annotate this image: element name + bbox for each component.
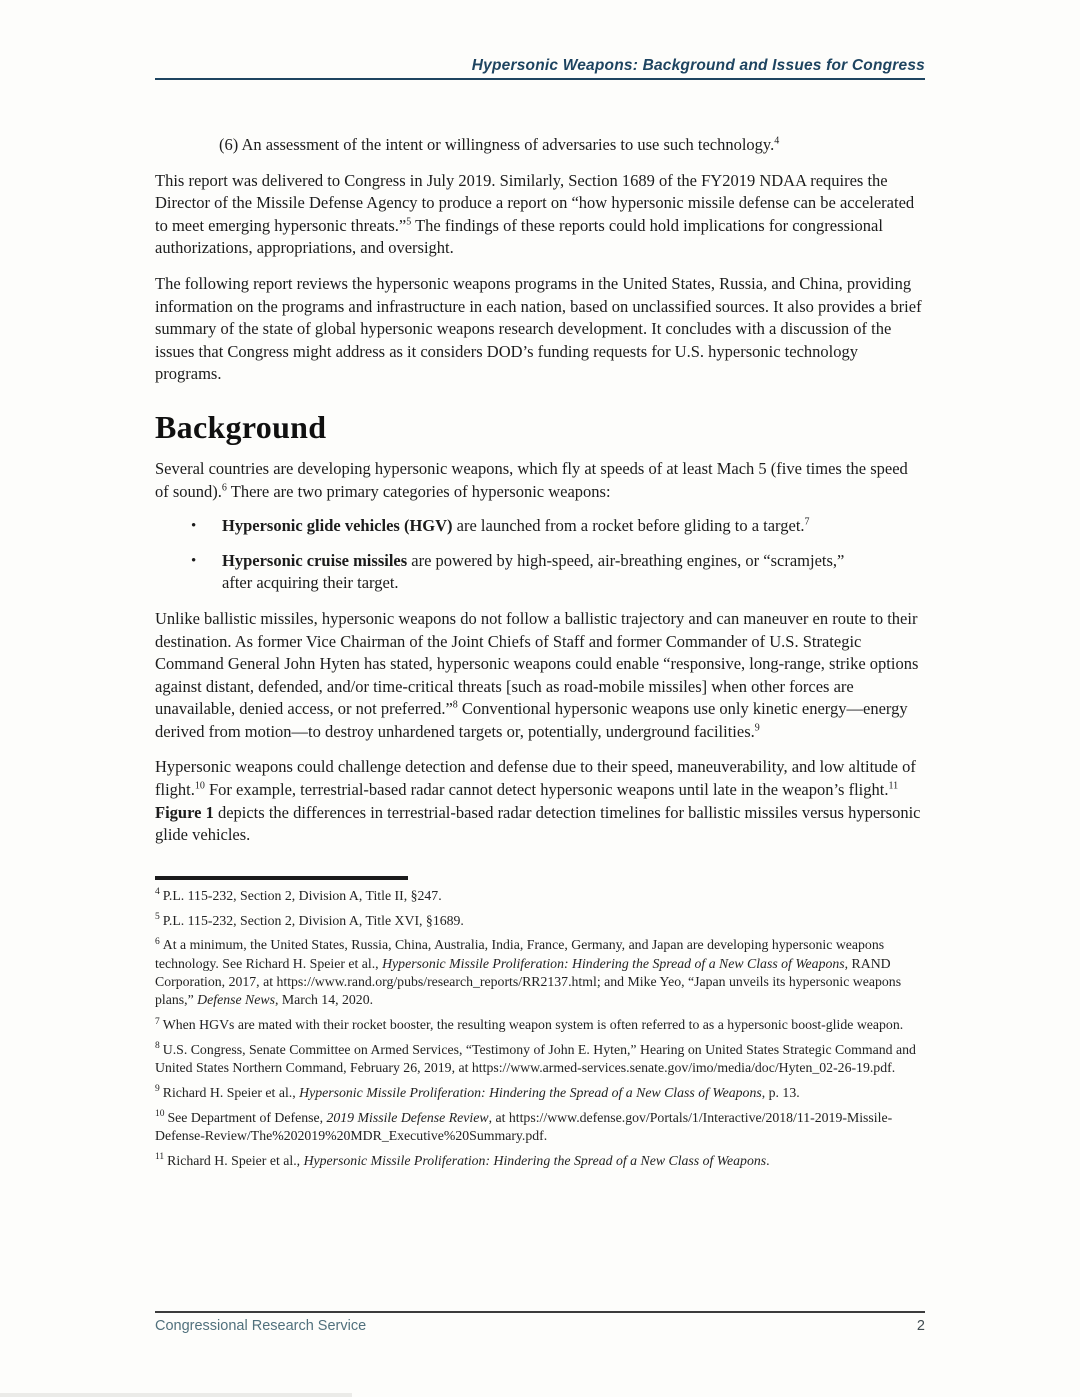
footnote: $^{11}$ Richard H. Speier et al., Hypersonic Missile Proliferation: Hindering the Spread of a New Class of Weapons. [155,1152,770,1168]
quoted-list-item [155,134,925,157]
footnote-ref-5: 5 [406,216,412,228]
paragraph: Hypersonic weapons could challenge detection and defense due to their speed, maneuverability, and low altitude of flight.$^{10}$ For example, terrestrial-based radar cannot detect hypersonic weapons until late in the weapon’s flight.$^{11}$ Figure 1 depicts the differences in terrestrial-based radar detection timelines for ballistic missiles versus hypersonic glide vehicles. [155,757,921,845]
bullet-list [155,515,925,595]
cited-title: 2019 Missile Defense Review [326,1109,489,1125]
footnote-ref-9: 9 [754,722,760,734]
cited-title: Hypersonic Missile Proliferation: Hindering the Spread of a New Class of Weapons [303,1152,767,1168]
footnote-ref-11: 11 [888,780,899,792]
footnote: $^8$ U.S. Congress, Senate Committee on Armed Services, “Testimony of John E. Hyten,” Hearing on United States Strategic Command and United States Northern Command, February 26, 2019, at https://www.armed-services.senate.gov/imo/media/doc/Hyten_02-26-19.pdf. [155,1041,916,1076]
footer-org-name: Congressional Research Service [155,1318,367,1334]
footnote-number: 9 [155,1084,160,1095]
section-heading: Background [155,408,327,445]
figure-reference: Figure 1 [155,802,214,822]
footnote-number: 8 [155,1041,160,1052]
page-number: 2 [916,1318,925,1334]
paragraph: The following report reviews the hypersonic weapons programs in the United States, Russia, and China, providing information on the programs and infrastructure in each nation, based on unclassified sources. It also provides a brief summary of the state of global hypersonic weapons research development. It concludes with a discussion of the issues that Congress might address as it considers DOD’s funding requests for U.S. hypersonic technology programs. [155,273,922,384]
footnote-number: 4 [155,887,160,898]
document-body [155,134,925,847]
running-title: Hypersonic Weapons: Background and Issues for Congress [471,57,925,74]
cited-title: Hypersonic Missile Proliferation: Hindering the Spread of a New Class of Weapons [299,1085,762,1101]
bullet-item: • Hypersonic glide vehicles (HGV) are launched from a rocket before gliding to a target.$^7$ [155,515,925,538]
footnote-number: 6 [155,936,160,947]
bullet-term: Hypersonic glide vehicles (HGV) [222,516,453,536]
bullet-marker: • [191,518,197,535]
footnote-ref-10: 10 [194,780,205,792]
footnote: $^5$ P.L. 115-232, Section 2, Division A, Title XVI, §1689. [155,912,464,928]
footnote: $^7$ When HGVs are mated with their rocket booster, the resulting weapon system is often referred to as a hypersonic boost-glide weapon. [155,1016,904,1033]
footnote-number: 5 [155,912,160,923]
bullet-marker: • [191,552,197,569]
footnote-number: 11 [155,1152,165,1163]
footnote-ref-6: 6 [221,482,227,494]
footnote-number: 7 [155,1016,160,1027]
footnote-number: 10 [155,1109,165,1120]
footnotes-section [155,887,925,1170]
cited-title: Defense News [197,992,275,1008]
footnote-ref-8: 8 [452,699,458,711]
scan-artifact [0,1393,352,1397]
paragraph: Unlike ballistic missiles, hypersonic weapons do not follow a ballistic trajectory and can maneuver en route to their destination. As former Vice Chairman of the Joint Chiefs of Staff and former Commander of U.S. Strategic Command General John Hyten has stated, hypersonic weapons could enable “responsive, long-range, strike options against distant, defended, and/or time-critical threats [such as road-mobile missiles] when other forces are unavailable, denied access, or not preferred.”$^8$ Conventional hypersonic weapons use only kinetic energy—energy derived from motion—to destroy unhardened targets or, potentially, underground facilities.$^9$ [155,608,919,741]
cited-title: Hypersonic Missile Proliferation: Hindering the Spread of a New Class of Weapons [382,955,845,971]
footnote-separator [155,876,408,880]
bullet-item: • Hypersonic cruise missiles are powered by high-speed, air-breathing engines, or “scramjets,” after acquiring their target. [155,550,925,595]
footnote: $^9$ Richard H. Speier et al., Hypersonic Missile Proliferation: Hindering the Spread of a New Class of Weapons, p. 13. [155,1084,800,1101]
footnote: $^6$ At a minimum, the United States, Russia, China, Australia, India, France, Germany, and Japan are developing hypersonic weapons technology. See Richard H. Speier et al., Hypersonic Missile Proliferation: Hindering the Spread of a New Class of Weapons, RAND Corporation, 2017, at https://www.rand.org/pubs/research_reports/RR2137.html; and Mike Yeo, “Japan unveils its hypersonic weapons plans,” Defense News, March 14, 2020. [155,936,902,1008]
quote-text: (6) An assessment of the intent or willingness of adversaries to use such technology. [219,135,775,154]
page-footer [155,1311,925,1334]
footnote: $^{10}$ See Department of Defense, 2019 Missile Defense Review, at https://www.defense.gov/Portals/1/Interactive/2018/11-2019-Missile-Defense-Review/The%202019%20MDR_Executive%20Summary.pdf. [155,1109,893,1144]
paragraph: Several countries are developing hypersonic weapons, which fly at speeds of at least Mach 5 (five times the speed of sound).$^6$ There are two primary categories of hypersonic weapons: [155,458,908,501]
paragraph: This report was delivered to Congress in July 2019. Similarly, Section 1689 of the FY2019 NDAA requires the Director of the Missile Defense Agency to produce a report on “how hypersonic missile defense can be accelerated to meet emerging hypersonic threats.”$^5$ The findings of these reports could hold implications for congressional authorizations, appropriations, and oversight. [155,170,915,258]
footnote: $^4$ P.L. 115-232, Section 2, Division A, Title II, §247. [155,887,442,903]
footnote-ref-4: 4 [774,135,780,147]
footnote-ref-7: 7 [804,516,810,528]
bullet-term: Hypersonic cruise missiles [222,550,408,570]
page-header [155,0,925,80]
